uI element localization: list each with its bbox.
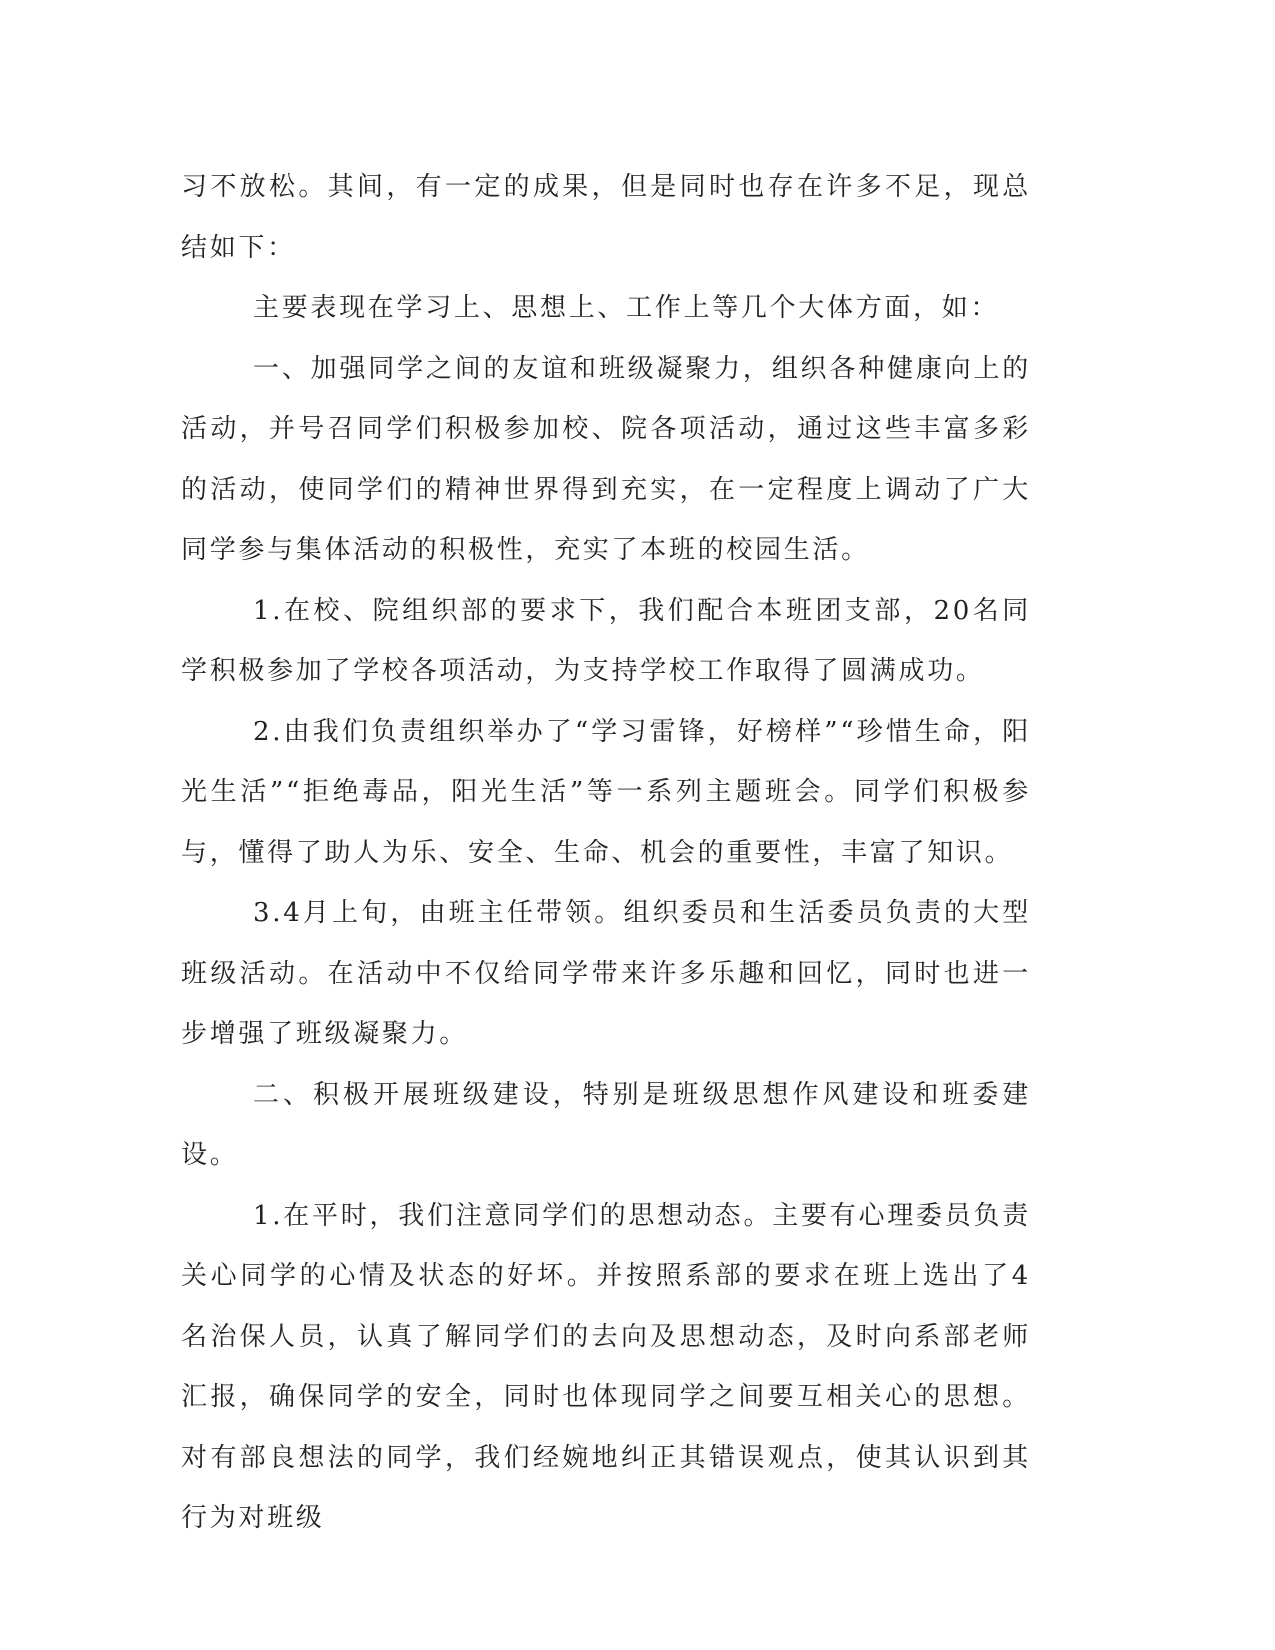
paragraph-item-1-1: 1.在校、院组织部的要求下，我们配合本班团支部，20名同学积极参加了学校各项活动，为支持学校工作取得了圆满成功。 xyxy=(181,595,1031,686)
paragraph-overview: 主要表现在学习上、思想上、工作上等几个大体方面，如： xyxy=(253,293,1000,323)
paragraph-item-1-2: 2.由我们负责组织举办了“学习雷锋，好榜样”“珍惜生命，阳光生活”“拒绝毒品，阳光生活”等一系列主题班会。同学们积极参与，懂得了助人为乐、安全、生命、机会的重要性，丰富了知识。 xyxy=(181,716,1031,868)
paragraph-section-one: 一、加强同学之间的友谊和班级凝聚力，组织各种健康向上的活动，并号召同学们积极参加校、院各项活动，通过这些丰富多彩的活动，使同学们的精神世界得到充实，在一定程度上调动了广大同学参与集体活动的积极性，充实了本班的校园生活。 xyxy=(181,353,1031,565)
document-body xyxy=(181,157,1031,1549)
paragraph-item-2-1: 1.在平时，我们注意同学们的思想动态。主要有心理委员负责关心同学的心情及状态的好坏。并按照系部的要求在班上选出了4名治保人员，认真了解同学们的去向及思想动态，及时向系部老师汇报，确保同学的安全，同时也体现同学之间要互相关心的思想。对有部良想法的同学，我们经婉地纠正其错误观点，使其认识到其行为对班级 xyxy=(181,1200,1031,1533)
paragraph-item-1-3: 3.4月上旬，由班主任带领。组织委员和生活委员负责的大型班级活动。在活动中不仅给同学带来许多乐趣和回忆，同时也进一步增强了班级凝聚力。 xyxy=(181,898,1031,1049)
paragraph-continuation: 习不放松。其间，有一定的成果，但是同时也存在许多不足，现总结如下： xyxy=(181,172,1031,263)
paragraph-section-two: 二、积极开展班级建设，特别是班级思想作风建设和班委建设。 xyxy=(181,1079,1031,1170)
